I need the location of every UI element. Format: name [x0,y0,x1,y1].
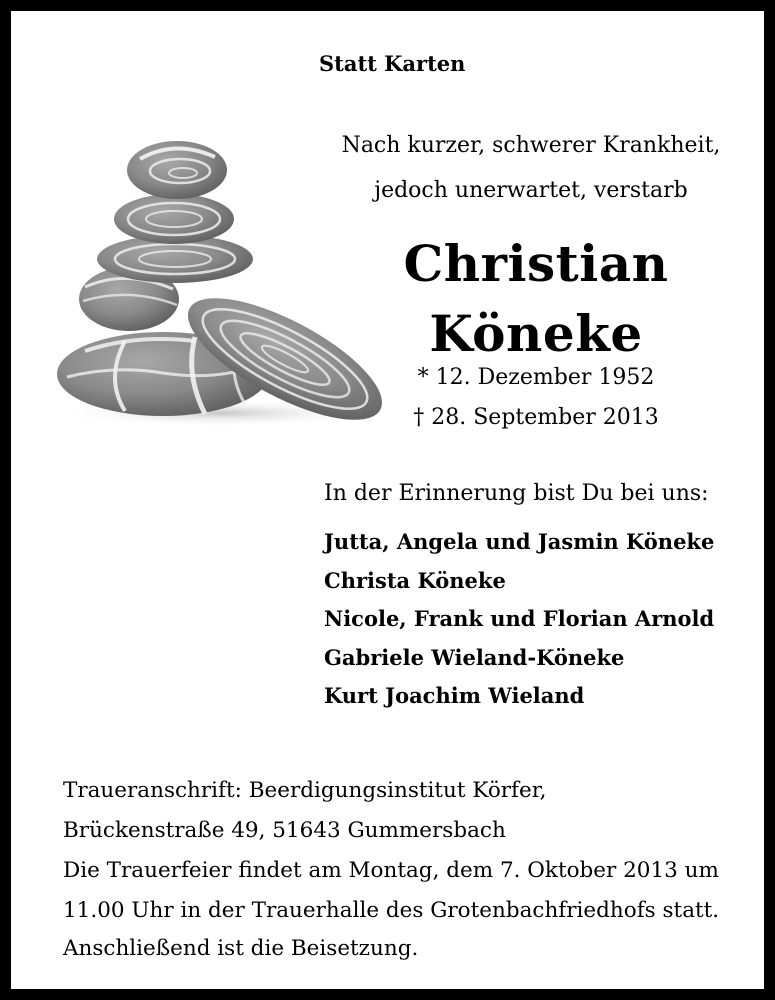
intro-text [311,123,751,213]
address-block [63,771,719,931]
family-member: Christa Köneke [324,567,506,593]
family-member: Nicole, Frank und Florian Arnold [324,606,715,631]
intro-line: jedoch unerwartet, verstarb [374,178,688,203]
death-date: † 28. September 2013 [413,405,659,430]
deceased-name [326,229,746,369]
first-name: Christian [403,234,669,293]
stone-upper [114,194,234,244]
burial-note: Anschließend ist die Beisetzung. [63,936,419,961]
family-member: Gabriele Wieland-Köneke [324,644,625,670]
address-line: Die Trauerfeier findet am Montag, dem 7. Oktober 2013 um [63,858,719,883]
address-line: Brückenstraße 49, 51643 Gummersbach [63,818,506,843]
header-text: Statt Karten [319,51,466,76]
family-member: Kurt Joachim Wieland [324,683,585,708]
last-name: Köneke [429,304,643,363]
birth-date: * 12. Dezember 1952 [417,365,655,390]
stone-top [127,141,227,199]
intro-line: Nach kurzer, schwerer Krankheit, [341,133,721,158]
address-line: 11.00 Uhr in der Trauerhalle des Grotenbachfriedhofs statt. [63,898,720,923]
family-list [324,523,714,716]
family-member: Jutta, Angela und Jasmin Köneke [324,529,715,554]
address-line: Traueranschrift: Beerdigungsinstitut Körfer, [63,778,547,803]
life-dates [341,358,731,438]
memory-line: In der Erinnerung bist Du bei uns: [324,481,709,506]
